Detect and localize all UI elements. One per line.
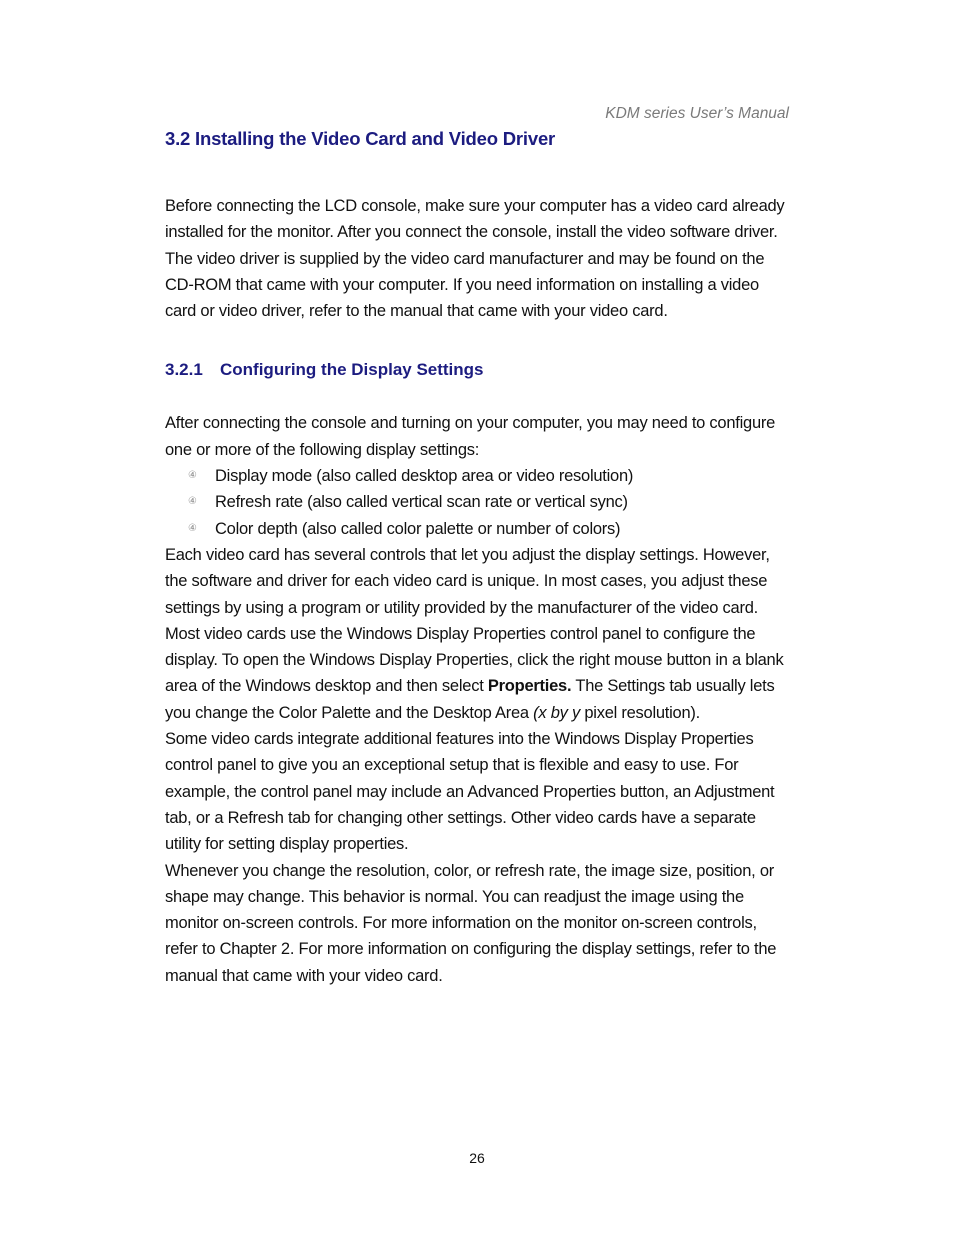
list-item-text: Color depth (also called color palette or number of colors) (215, 519, 621, 538)
list-item-text: Display mode (also called desktop area or video resolution) (215, 467, 634, 486)
section-intro-paragraph: Before connecting the LCD console, make sure your computer has a video card already installed for the monitor. After you connect the console, install the video software driver. The video driver is supplied by the video card manufacturer and may be found on the CD-ROM that came with your computer. If you need information on installing a video card or video driver, refer to the manual that came with your video card. (165, 197, 785, 321)
section-title: 3.2 Installing the Video Card and Video Driver (165, 128, 556, 149)
page-body (165, 125, 793, 989)
list-item (165, 516, 793, 542)
additional-features-paragraph: Some video cards integrate additional features into the Windows Display Properties control panel to give you an exceptional setup that is flexible and easy to use. For example, the control panel may include an Advanced Properties button, an Adjustment tab, or a Refresh tab for changing other settings. Other video cards have a separate utility for setting display properties. (165, 730, 775, 854)
page-number: 26 (469, 1150, 485, 1166)
properties-emphasis: Properties. (487, 677, 572, 696)
paragraph-text: pixel resolution). (580, 703, 700, 722)
list-item (165, 489, 793, 515)
bullet-icon: ④ (188, 470, 197, 482)
resolution-emphasis: (x by y (533, 703, 581, 722)
subsection-lead-paragraph: After connecting the console and turning on your computer, you may need to configure one or more of the following display settings: (165, 414, 776, 459)
list-item (165, 463, 793, 489)
display-settings-list (165, 463, 793, 542)
bullet-icon: ④ (188, 496, 197, 508)
running-header: KDM series User’s Manual (605, 105, 789, 122)
list-item-text: Refresh rate (also called vertical scan rate or vertical sync) (215, 493, 628, 512)
readjust-image-paragraph: Whenever you change the resolution, color, or refresh rate, the image size, position, or shape may change. This behavior is normal. You can readjust the image using the monitor on-screen controls. For more information on the monitor on-screen controls, refer to Chapter 2. For more information on configuring the display settings, refer to the manual that came with your video card. (165, 861, 777, 985)
subsection-number: 3.2.1 (165, 360, 203, 380)
display-controls-paragraph (165, 542, 793, 726)
paragraph-text: Each video card has several controls that let you adjust the display settings. However, the software and driver for each video card is unique. In most cases, you adjust these settings by using a program or utility provided by the manufacturer of the video card. Most video cards use the Windows Display Properties control panel to configure the display. To open the Windows Display Properties, click the right mouse button in a blank area of the Windows desktop and then select (165, 545, 784, 696)
subsection-title-text: Configuring the Display Settings (220, 360, 484, 380)
paragraph-text: The Settings tab usually lets you change the Color Palette and the Desktop Area (165, 677, 775, 722)
subsection-title (165, 357, 793, 383)
bullet-icon: ④ (188, 522, 197, 534)
